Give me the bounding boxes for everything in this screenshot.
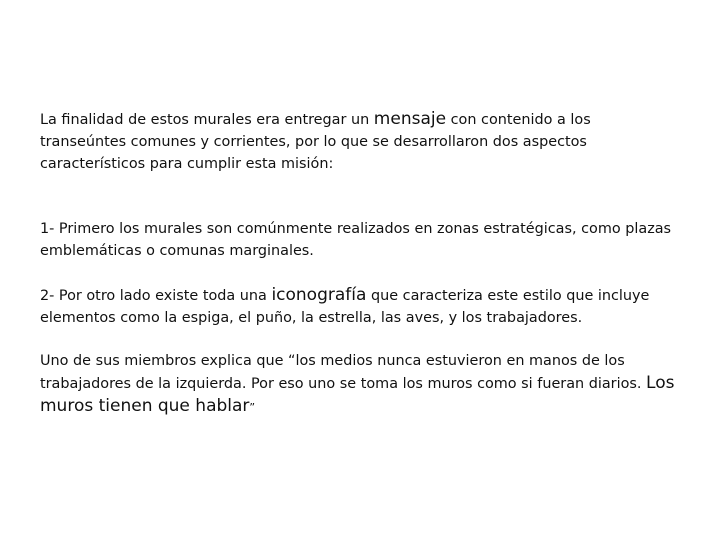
point-2-text-end: que caracteriza este estilo que incluye elementos como la espiga, el puño, la estrella, las aves, y los trabajadores.	[40, 288, 650, 326]
quote-paragraph	[40, 350, 688, 419]
point-2-text-start: 2- Por otro lado existe toda una	[40, 288, 272, 304]
intro-emphasis-mensaje: mensaje	[373, 109, 447, 129]
point-1-text: 1- Primero los murales son comúnmente realizados en zonas estratégicas, como plazas emblemáticas o comunas marginales.	[40, 221, 672, 259]
quote-closing-mark: ”	[249, 401, 256, 414]
quote-text-start: Uno de sus miembros explica que “los medios nunca estuvieron en manos de los trabajadores de la izquierda. Por eso uno se toma los muros como si fueran diarios.	[40, 353, 647, 392]
point-2-emphasis-iconografia: iconografía	[271, 285, 367, 305]
intro-text-start: La finalidad de estos murales era entregar un	[40, 112, 374, 128]
intro-paragraph	[40, 108, 620, 175]
point-2-paragraph	[40, 284, 688, 329]
intro-text-end: con contenido a los transeúntes comunes y corrientes, por lo que se desarrollaron dos aspectos característicos para cumplir esta misión:	[40, 112, 591, 172]
point-1-paragraph	[40, 218, 688, 262]
quote-emphasis: Los muros tienen que hablar	[40, 373, 675, 416]
